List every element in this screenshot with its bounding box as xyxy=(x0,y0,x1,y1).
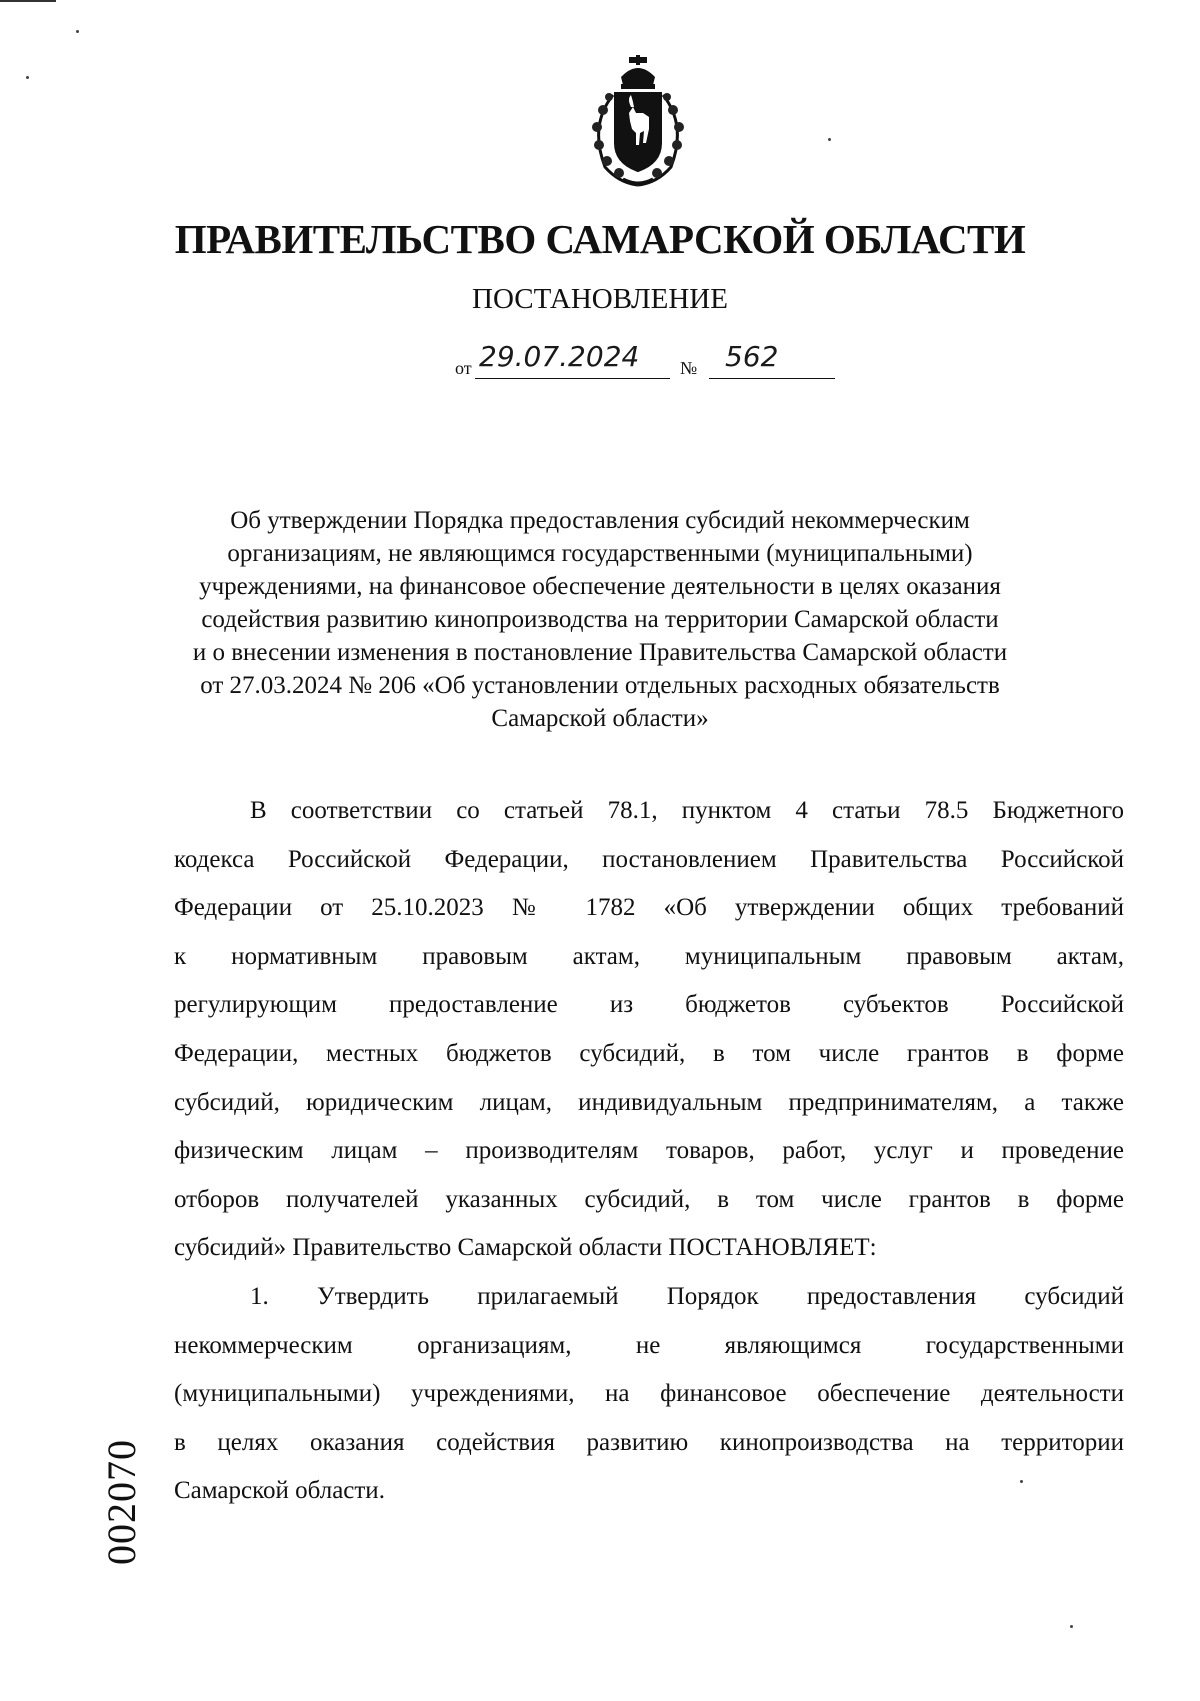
side-serial-number: 002070 xyxy=(99,1439,144,1565)
scan-speck xyxy=(828,138,831,141)
body-line: субсидий, юридическим лицам, индивидуальным предпринимателям, а также xyxy=(174,1088,1124,1116)
body-line: некоммерческим организациям, не являющимся государственными xyxy=(174,1331,1124,1359)
subject-line: от 27.03.2024 № 206 «Об установлении отдельных расходных обязательств xyxy=(200,672,1000,699)
handwritten-date: 29.07.2024 xyxy=(479,340,640,373)
subject-line: организациям, не являющимся государственными (муниципальными) xyxy=(227,540,973,567)
scan-speck xyxy=(1020,1480,1023,1483)
document-reference xyxy=(455,340,855,380)
body-line: физическим лицам – производителям товаров, работ, услуг и проведение xyxy=(174,1137,1124,1165)
scan-speck xyxy=(76,30,79,33)
subject-line: содействия развитию кинопроизводства на территории Самарской области xyxy=(201,606,999,633)
number-label: № xyxy=(680,358,698,378)
document-body xyxy=(174,796,1124,1525)
body-line: Федерации, местных бюджетов субсидий, в том числе грантов в форме xyxy=(174,1039,1124,1067)
body-line: Самарской области. xyxy=(174,1477,385,1505)
scan-speck xyxy=(26,76,29,79)
organization-title: ПРАВИТЕЛЬСТВО САМАРСКОЙ ОБЛАСТИ xyxy=(174,216,1026,262)
body-line: регулирующим предоставление из бюджетов субъектов Российской xyxy=(174,991,1124,1019)
subject-line: Об утверждении Порядка предоставления субсидий некоммерческим xyxy=(230,507,970,534)
document-type: ПОСТАНОВЛЕНИЕ xyxy=(472,283,728,315)
subject-line: Самарской области» xyxy=(491,705,709,732)
date-label: от xyxy=(455,358,472,378)
subject-line: и о внесении изменения в постановление Правительства Самарской области xyxy=(192,639,1008,666)
body-line: В соответствии со статьей 78.1, пунктом 4 статьи 78.5 Бюджетного xyxy=(250,797,1124,824)
subject-line: учреждениями, на финансовое обеспечение деятельности в целях оказания xyxy=(199,573,1001,600)
handwritten-number: 562 xyxy=(725,340,779,373)
body-line: (муниципальными) учреждениями, на финансовое обеспечение деятельности xyxy=(174,1380,1124,1408)
body-line: кодекса Российской Федерации, постановлением Правительства Российской xyxy=(174,845,1124,873)
body-line: к нормативным правовым актам, муниципальным правовым актам, xyxy=(174,942,1124,970)
scan-speck xyxy=(1070,1625,1073,1628)
body-line: отборов получателей указанных субсидий, в том числе грантов в форме xyxy=(174,1185,1124,1213)
body-line: субсидий» Правительство Самарской области ПОСТАНОВЛЯЕТ: xyxy=(174,1234,877,1262)
samara-coat-of-arms-icon xyxy=(583,55,693,190)
body-line: в целях оказания содействия развитию кинопроизводства на территории xyxy=(174,1428,1124,1456)
date-underline xyxy=(475,378,670,379)
scan-edge-line xyxy=(0,0,56,2)
body-line: Федерации от 25.10.2023 № 1782 «Об утверждении общих требований xyxy=(174,894,1124,922)
number-underline xyxy=(709,378,835,379)
body-line: 1. Утвердить прилагаемый Порядок предоставления субсидий xyxy=(250,1282,1124,1310)
document-subject xyxy=(170,504,1030,735)
